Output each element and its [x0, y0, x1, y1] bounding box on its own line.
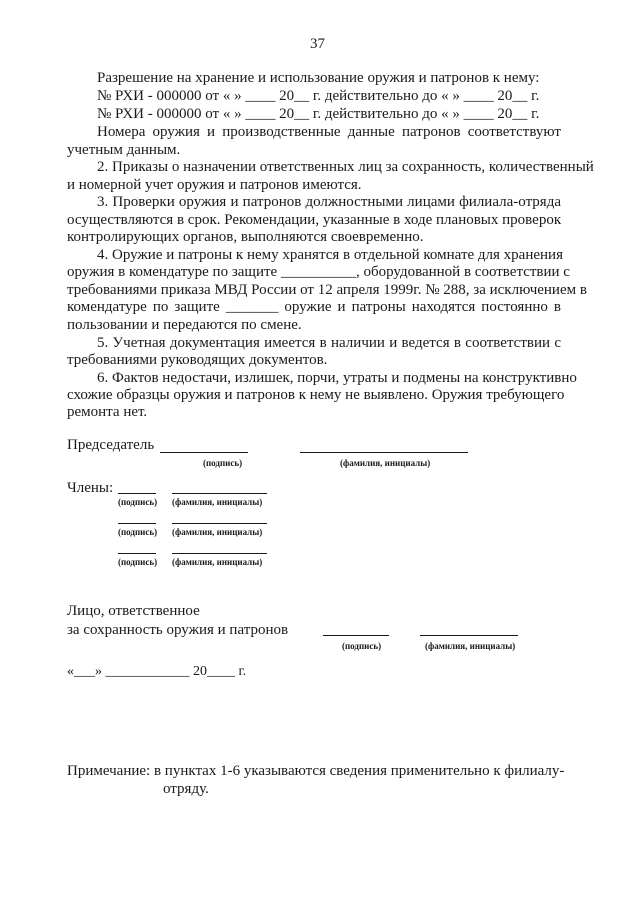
permit-heading: Разрешение на хранение и использование оружия и патронов к нему:	[97, 70, 540, 86]
item-6-line-3: ремонта нет.	[67, 404, 148, 420]
note-line-1: Примечание: в пунктах 1-6 указываются сведения применительно к филиалу-	[67, 763, 565, 779]
member-3-name-caption: (фамилия, инициалы)	[172, 557, 263, 567]
member-2-name-line	[172, 523, 267, 524]
member-1-name-caption: (фамилия, инициалы)	[172, 497, 263, 507]
item-4-line-5: пользовании и передаются по смене.	[67, 317, 302, 333]
responsible-sign-caption: (подпись)	[342, 641, 382, 651]
item-4-line-4: комендатуре по защите _______ оружие и патроны находятся постоянно в	[67, 299, 561, 315]
member-3-signature-line	[118, 553, 156, 554]
chairman-name-caption: (фамилия, инициалы)	[340, 458, 431, 468]
item-2-line-2: и номерной учет оружия и патронов имеются.	[67, 177, 362, 193]
member-2-sign-caption: (подпись)	[118, 527, 158, 537]
chairman-sign-caption: (подпись)	[203, 458, 243, 468]
date-line: «___» ____________ 20____ г.	[67, 664, 247, 679]
responsible-name-line	[420, 635, 518, 636]
item-4-line-1: 4. Оружие и патроны к нему хранятся в отдельной комнате для хранения	[97, 247, 563, 263]
item-5-line-2: требованиями руководящих документов.	[67, 352, 328, 368]
item-6-line-1: 6. Фактов недостачи, излишек, порчи, утраты и подмены на конструктивно	[97, 370, 577, 386]
permit-numbers-line-1: Номера оружия и производственные данные патронов соответствуют	[97, 124, 561, 140]
responsible-signature-line	[323, 635, 389, 636]
note-line-2: отряду.	[163, 781, 209, 797]
responsible-name-caption: (фамилия, инициалы)	[425, 641, 516, 651]
responsible-label-line-1: Лицо, ответственное	[67, 603, 200, 619]
item-6-line-2: схожие образцы оружия и патронов к нему не выявлено. Оружия требующего	[67, 387, 565, 403]
item-4-line-2: оружия в комендатуре по защите __________, оборудованной в соответствии с	[67, 264, 570, 280]
member-3-name-line	[172, 553, 267, 554]
member-1-name-line	[172, 493, 267, 494]
page-number: 37	[310, 36, 325, 52]
item-3-line-3: контролирующих органов, выполняются своевременно.	[67, 229, 424, 245]
member-3-sign-caption: (подпись)	[118, 557, 158, 567]
permit-numbers-line-2: учетным данным.	[67, 142, 181, 158]
chairman-name-line	[300, 452, 468, 453]
item-4-line-3: требованиями приказа МВД России от 12 апреля 1999г. № 288, за исключением в	[67, 282, 587, 298]
chairman-signature-line	[160, 452, 248, 453]
member-1-sign-caption: (подпись)	[118, 497, 158, 507]
item-3-line-1: 3. Проверки оружия и патронов должностными лицами филиала-отряда	[97, 194, 561, 210]
item-5-line-1: 5. Учетная документация имеется в наличии и ведется в соответствии с	[97, 335, 561, 351]
permit-line-2: № РХИ - 000000 от « » ____ 20__ г. действительно до « » ____ 20__ г.	[97, 106, 540, 122]
member-2-signature-line	[118, 523, 156, 524]
members-label: Члены:	[67, 480, 114, 496]
responsible-label-line-2: за сохранность оружия и патронов	[67, 622, 289, 638]
member-1-signature-line	[118, 493, 156, 494]
item-3-line-2: осуществляются в срок. Рекомендации, указанные в ходе плановых проверок	[67, 212, 562, 228]
permit-line-1: № РХИ - 000000 от « » ____ 20__ г. действительно до « » ____ 20__ г.	[97, 88, 540, 104]
chairman-label: Председатель	[67, 437, 155, 453]
item-2-line-1: 2. Приказы о назначении ответственных лиц за сохранность, количественный	[97, 159, 594, 175]
member-2-name-caption: (фамилия, инициалы)	[172, 527, 263, 537]
